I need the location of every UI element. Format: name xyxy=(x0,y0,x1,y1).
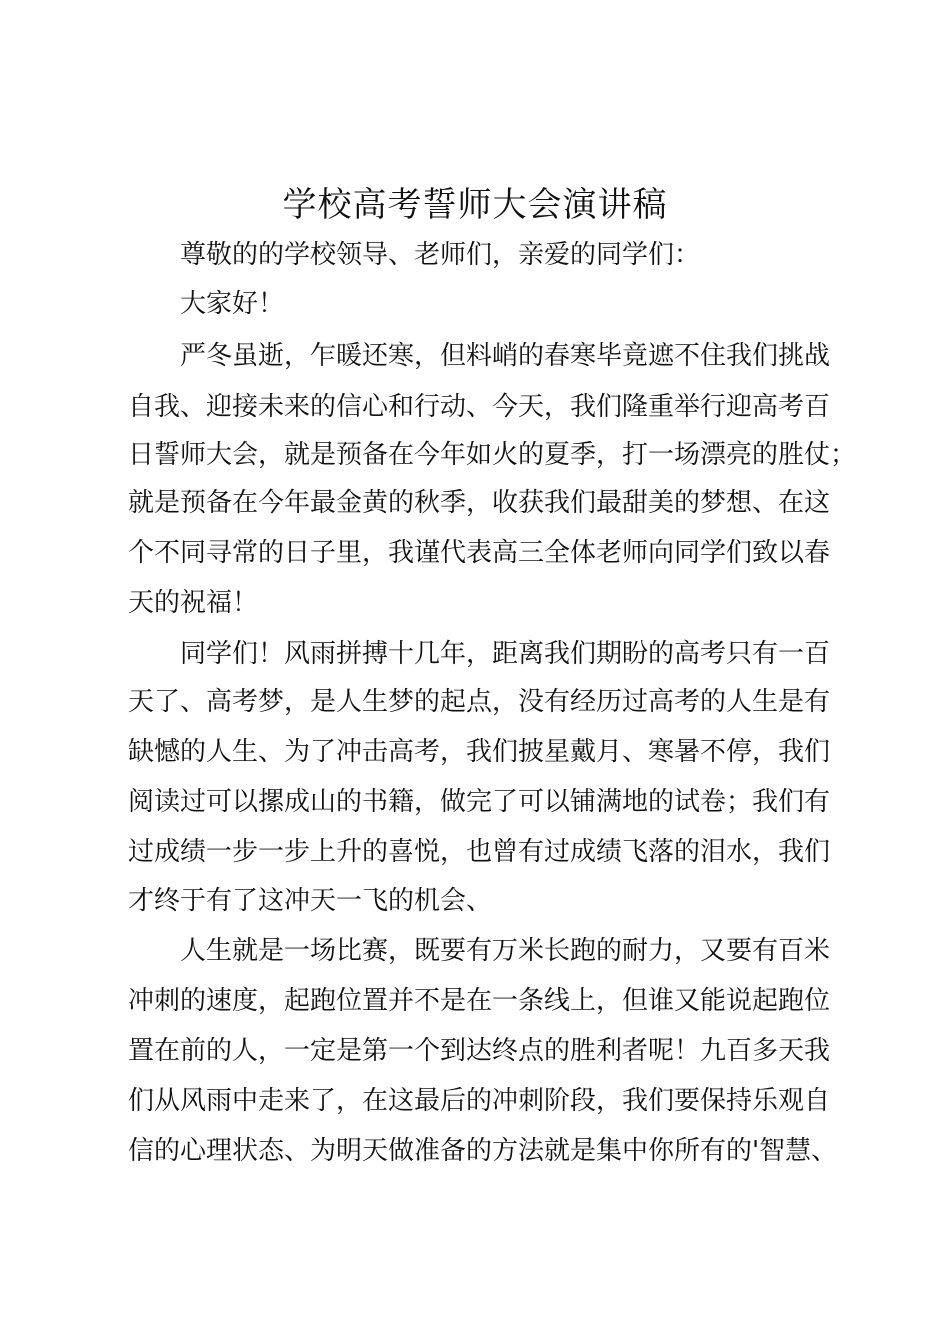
paragraph-3-line-4: 们从风雨中走来了，在这最后的冲刺阶段，我们要保持乐观自 xyxy=(128,1086,831,1116)
greeting-line: 大家好！ xyxy=(180,289,285,319)
paragraph-2-line-5: 过成绩一步一步上升的喜悦，也曾有过成绩飞落的泪水，我们 xyxy=(128,837,831,867)
paragraph-2-line-2: 天了、高考梦，是人生梦的起点，没有经历过高考的人生是有 xyxy=(128,687,831,717)
paragraph-1-line-2: 自我、迎接未来的信心和行动、今天，我们隆重举行迎高考百 xyxy=(128,392,831,422)
paragraph-2-line-6: 才终于有了这冲天一飞的机会、 xyxy=(128,886,493,916)
document-title: 学校高考誓师大会演讲稿 xyxy=(282,185,668,225)
paragraph-1-line-1: 严冬虽逝，乍暖还寒，但料峭的春寒毕竟遮不住我们挑战 xyxy=(180,341,831,371)
paragraph-3-line-5: 信的心理状态、为明天做准备的方法就是集中你所有的'智慧、 xyxy=(128,1136,838,1166)
paragraph-2-line-3: 缺憾的人生、为了冲击高考，我们披星戴月、寒暑不停，我们 xyxy=(128,737,831,767)
paragraph-1-line-3: 日誓师大会，就是预备在今年如火的夏季，打一场漂亮的胜仗； xyxy=(128,440,857,470)
paragraph-3-line-2: 冲刺的速度，起跑位置并不是在一条线上，但谁又能说起跑位 xyxy=(128,986,831,1016)
salutation-line: 尊敬的的学校领导、老师们，亲爱的同学们： xyxy=(180,240,701,270)
paragraph-2-line-1: 同学们！风雨拼搏十几年，距离我们期盼的高考只有一百 xyxy=(180,639,831,669)
paragraph-3-line-1: 人生就是一场比赛，既要有万米长跑的耐力，又要有百米 xyxy=(180,936,831,966)
paragraph-3-line-3: 置在前的人，一定是第一个到达终点的胜利者呢！九百多天我 xyxy=(128,1036,831,1066)
paragraph-1-line-6: 天的祝福！ xyxy=(128,588,259,618)
paragraph-1-line-5: 个不同寻常的日子里，我谨代表高三全体老师向同学们致以春 xyxy=(128,538,831,568)
paragraph-2-line-4: 阅读过可以摞成山的书籍，做完了可以铺满地的试卷；我们有 xyxy=(128,787,831,817)
paragraph-1-line-4: 就是预备在今年最金黄的秋季，收获我们最甜美的梦想、在这 xyxy=(128,488,831,518)
